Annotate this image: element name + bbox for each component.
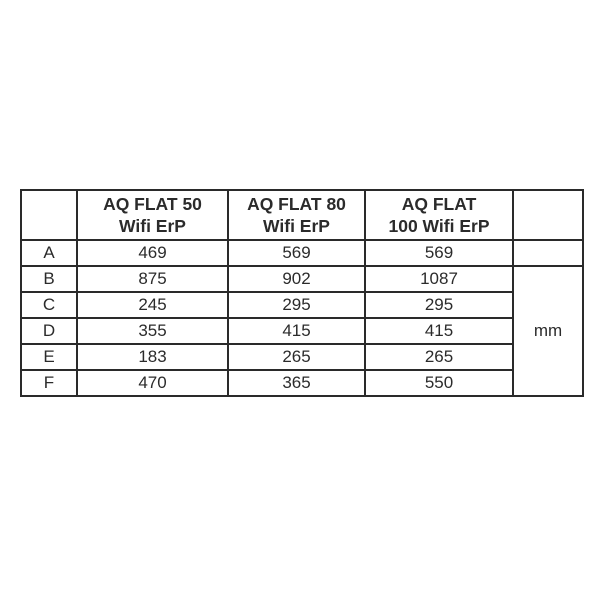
header-line: AQ FLAT 80 [247, 194, 346, 214]
cell-value: 569 [365, 240, 513, 266]
header-unit-cell [513, 190, 583, 240]
table-row [21, 318, 583, 344]
cell-value: 365 [228, 370, 365, 396]
cell-value: 355 [77, 318, 228, 344]
cell-value: 569 [228, 240, 365, 266]
header-row [21, 190, 583, 240]
empty-unit-cell [513, 240, 583, 266]
cell-value: 265 [365, 344, 513, 370]
header-corner-cell [21, 190, 77, 240]
cell-value: 295 [228, 292, 365, 318]
header-line: Wifi ErP [119, 216, 186, 236]
table-row [21, 344, 583, 370]
header-line: AQ FLAT 50 [103, 194, 202, 214]
row-label: C [21, 292, 77, 318]
header-aq-flat-100 [365, 190, 513, 240]
cell-value: 295 [365, 292, 513, 318]
cell-value: 875 [77, 266, 228, 292]
cell-value: 265 [228, 344, 365, 370]
header-line: 100 Wifi ErP [388, 216, 490, 236]
header-line: Wifi ErP [263, 216, 330, 236]
cell-value: 245 [77, 292, 228, 318]
cell-value: 550 [365, 370, 513, 396]
header-aq-flat-50 [77, 190, 228, 240]
table-row [21, 240, 583, 266]
table-row [21, 370, 583, 396]
row-label: F [21, 370, 77, 396]
cell-value: 469 [77, 240, 228, 266]
unit-cell: mm [513, 266, 583, 396]
row-label: D [21, 318, 77, 344]
header-aq-flat-80 [228, 190, 365, 240]
dimensions-table [20, 189, 584, 397]
cell-value: 415 [365, 318, 513, 344]
row-label: B [21, 266, 77, 292]
cell-value: 1087 [365, 266, 513, 292]
cell-value: 470 [77, 370, 228, 396]
row-label: A [21, 240, 77, 266]
row-label: E [21, 344, 77, 370]
table-row [21, 292, 583, 318]
cell-value: 415 [228, 318, 365, 344]
table-row [21, 266, 583, 292]
cell-value: 183 [77, 344, 228, 370]
cell-value: 902 [228, 266, 365, 292]
header-line: AQ FLAT [401, 194, 477, 214]
